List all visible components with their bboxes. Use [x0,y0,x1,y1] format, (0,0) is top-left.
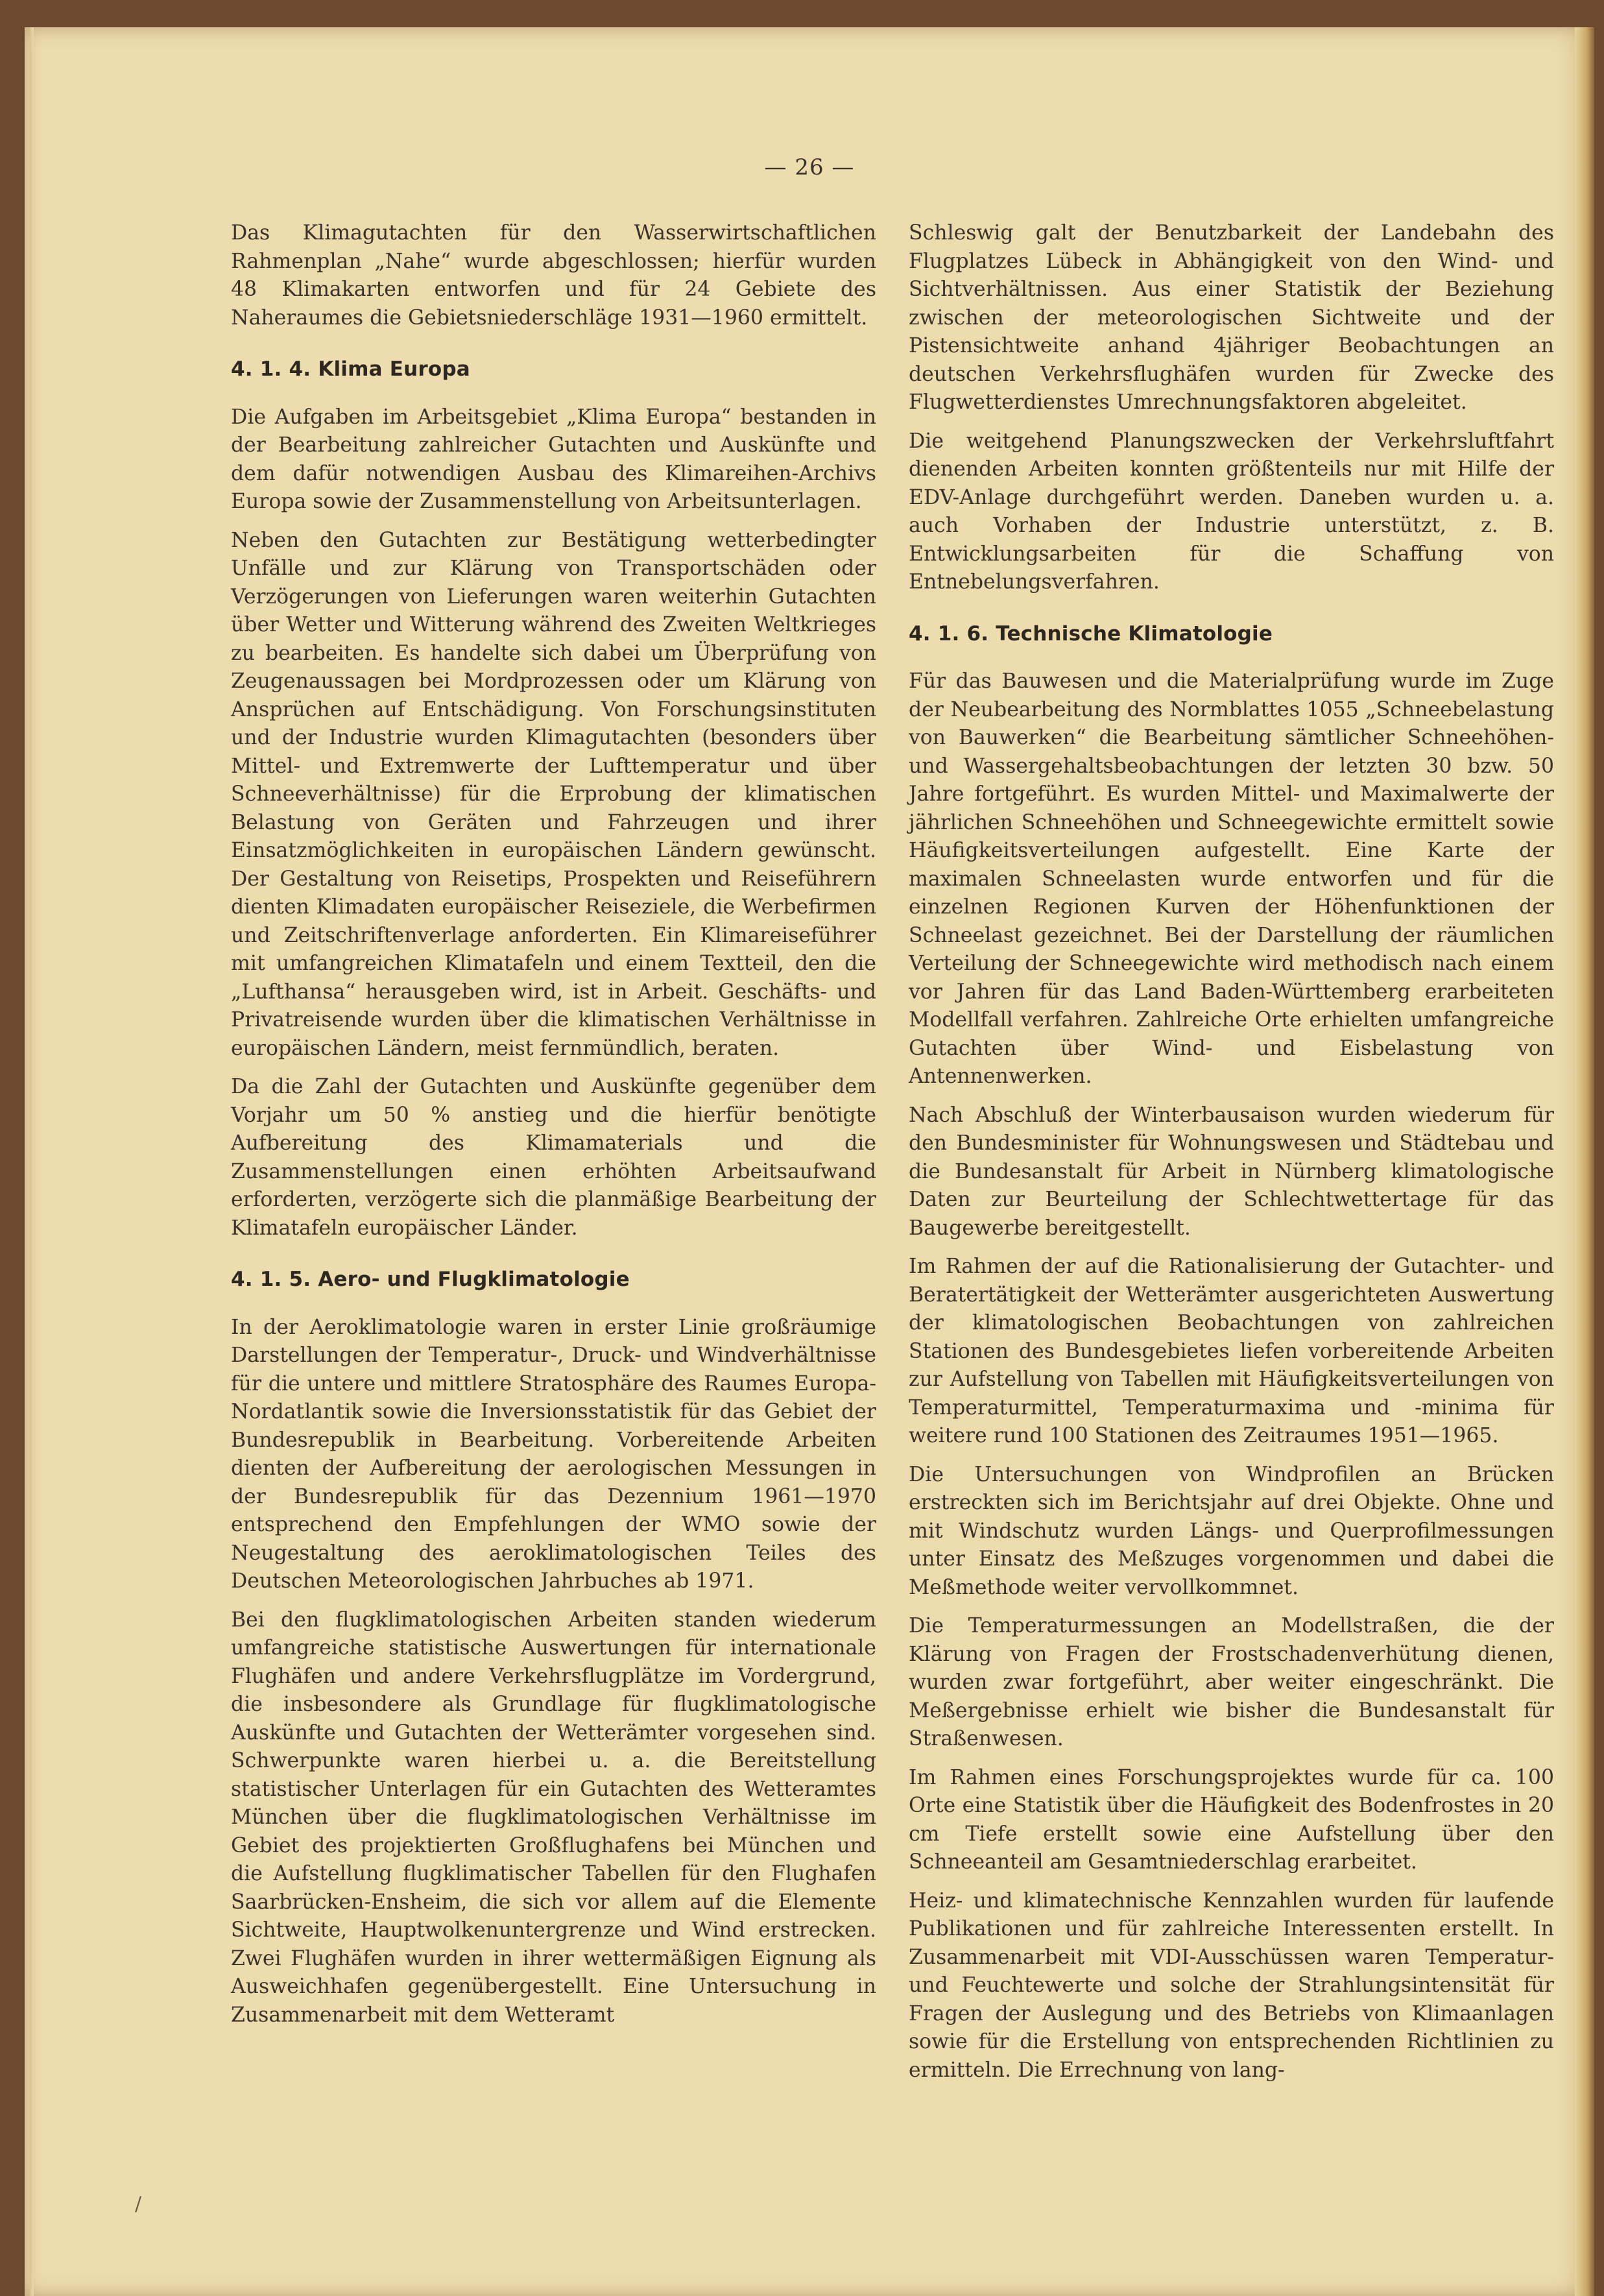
paragraph: Im Rahmen eines Forschungsprojektes wurde für ca. 100 Orte eine Statistik über die Häufigkeit des Bodenfrostes in 20 cm Tiefe erstellt sowie eine Aufstellung über den Schneeanteil am Gesamtniederschlag erarbeitet. [909,1765,1554,1874]
right-column [909,219,1554,2095]
paragraph: Die Temperaturmessungen an Modellstraßen, die der Klärung von Fragen der Frostschadenverhütung dienen, wurden zwar fortgeführt, aber weiter eingeschränkt. Die Meßergebnisse erhielt wie bisher die Bundesanstalt für Straßenwesen. [909,1614,1554,1750]
left-column [231,219,876,2040]
section-heading-4-1-4: 4. 1. 4. Klima Europa [231,357,470,381]
page-left-edge [30,27,34,2296]
paragraph: Da die Zahl der Gutachten und Auskünfte gegenüber dem Vorjahr um 50 % anstieg und die hierfür benötigte Aufbereitung des Klimamaterials und die Zusammenstellungen einen erhöhten Arbeitsaufwand erforderten, verzögerte sich die planmäßige Bearbeitung der Klimatafeln europäischer Länder. [231,1075,876,1240]
paragraph: Die Aufgaben im Arbeitsgebiet „Klima Europa“ bestanden in der Bearbeitung zahlreicher Gutachten und Auskünfte und dem dafür notwendigen Ausbau des Klimareihen-Archivs Europa sowie der Zusammenstellung von Arbeitsunterlagen. [231,405,876,513]
margin-mark: / [135,2193,142,2216]
section-heading-4-1-5: 4. 1. 5. Aero- und Flugklimatologie [231,1268,630,1291]
page-number: — 26 — [764,154,855,180]
paragraph: Die Untersuchungen von Windprofilen an Brücken erstreckten sich im Berichtsjahr auf drei Objekte. Ohne und mit Windschutz wurden Längs- und Querprofilmessungen unter Einsatz des Meßzuges vorgenommen und dabei die Meßmethode weiter vervollkommnet. [909,1462,1554,1599]
paragraph: Bei den flugklimatologischen Arbeiten standen wiederum umfangreiche statistische Auswertungen für internationale Flughäfen und andere Verkehrsflugplätze im Vordergrund, die insbesondere als Grundlage für flugklimatologische Auskünfte und Gutachten der Wetterämter vorgesehen sind. Schwerpunkte waren hierbei u. a. die Bereitstellung statistischer Unterlagen für ein Gutachten des Wetteramtes München über die flugklimatologischen Verhältnisse im Gebiet des projektierten Großflughafens bei München und die Aufstellung flugklimatischer Tabellen für den Flughafen Saarbrücken-Ensheim, die sich vor allem auf die Elemente Sichtweite, Hauptwolkenuntergrenze und Wind erstrecken. Zwei Flughäfen wurden in ihrer wettermäßigen Eignung als Ausweichhafen gegenübergestellt. Eine Untersuchung in Zusammenarbeit mit dem Wetteramt [231,1608,876,2027]
paragraph: Das Klimagutachten für den Wasserwirtschaftlichen Rahmenplan „Nahe“ wurde abgeschlossen; hierfür wurden 48 Klimakarten entworfen und für 24 Gebiete des Naheraumes die Gebietsniederschläge 1931—1960 ermittelt. [231,221,876,330]
paragraph: Für das Bauwesen und die Materialprüfung wurde im Zuge der Neubearbeitung des Normblattes 1055 „Schneebelastung von Bauwerken“ die Bearbeitung sämtlicher Schneehöhen- und Wassergehaltsbeobachtungen der letzten 30 bzw. 50 Jahre fortgeführt. Es wurden Mittel- und Maximalwerte der jährlichen Schneehöhen und Schneegewichte ermittelt sowie Häufigkeitsverteilungen aufgestellt. Eine Karte der maximalen Schneelasten wurde entworfen und für die einzelnen Regionen Kurven der Höhenfunktionen der Schneelast gezeichnet. Bei der Darstellung der räumlichen Verteilung der Schneegewichte wird methodisch nach einem vor Jahren für das Land Baden-Württemberg erarbeiteten Modellfall verfahren. Zahlreiche Orte erhielten umfangreiche Gutachten über Wind- und Eisbelastung von Antennenwerken. [909,670,1554,1088]
paragraph: Im Rahmen der auf die Rationalisierung der Gutachter- und Beratertätigkeit der Wetterämter ausgerichteten Auswertung der klimatologischen Beobachtungen von zahlreichen Stationen des Bundesgebietes liefen vorbereitende Arbeiten zur Aufstellung von Tabellen mit Häufigkeitsverteilungen von Temperaturmittel, Temperaturmaxima und -minima für weitere rund 100 Stationen des Zeitraumes 1951—1965. [909,1255,1554,1447]
paragraph: Neben den Gutachten zur Bestätigung wetterbedingter Unfälle und zur Klärung von Transportschäden oder Verzögerungen von Lieferungen waren weiterhin Gutachten über Wetter und Witterung während des Zweiten Weltkrieges zu bearbeiten. Es handelte sich dabei um Überprüfung von Zeugenaussagen bei Mordprozessen oder um Klärung von Ansprüchen auf Entschädigung. Von Forschungsinstituten und der Industrie wurden Klimagutachten (besonders über Mittel- und Extremwerte der Lufttemperatur und über Schneeverhältnisse) für die Erprobung der klimatischen Belastung von Geräten und Fahrzeugen und ihrer Einsatzmöglichkeiten in europäischen Ländern gewünscht. Der Gestaltung von Reisetips, Prospekten und Reiseführern dienten Klimadaten europäischer Reiseziele, die Werbefirmen und Zeitschriftenverlage anforderten. Ein Klimareiseführer mit umfangreichen Klimatafeln und einem Textteil, den die „Lufthansa“ herausgeben wird, ist in Arbeit. Geschäfts- und Privatreisende wurden über die klimatischen Verhältnisse in europäischen Ländern, meist fernmündlich, beraten. [231,528,876,1060]
paragraph: In der Aeroklimatologie waren in erster Linie großräumige Darstellungen der Temperatur-, Druck- und Windverhältnisse für die untere und mittlere Stratosphäre des Raumes Europa-Nordatlantik sowie die Inversionsstatistik für das Gebiet der Bundesrepublik in Bearbeitung. Vorbereitende Arbeiten dienten der Aufbereitung der aerologischen Messungen in der Bundesrepublik für das Dezennium 1961—1970 entsprechend den Empfehlungen der WMO sowie der Neugestaltung des aeroklimatologischen Teiles des Deutschen Meteorologischen Jahrbuches ab 1971. [231,1315,876,1593]
paragraph: Heiz- und klimatechnische Kennzahlen wurden für laufende Publikationen und für zahlreiche Interessenten erstellt. In Zusammenarbeit mit VDI-Ausschüssen waren Temperatur- und Feuchtewerte und solche der Strahlungsintensität für Fragen der Auslegung und des Betriebs von Klimaanlagen sowie für die Erstellung von entsprechenden Richtlinien zu ermitteln. Die Errechnung von lang- [909,1889,1554,2082]
paragraph: Die weitgehend Planungszwecken der Verkehrsluftfahrt dienenden Arbeiten konnten größtenteils nur mit Hilfe der EDV-Anlage durchgeführt werden. Daneben wurden u. a. auch Vorhaben der Industrie unterstützt, z. B. Entwicklungsarbeiten für die Schaffung von Entnebelungsverfahren. [909,429,1554,594]
paragraph: Nach Abschluß der Winterbausaison wurden wiederum für den Bundesminister für Wohnungswesen und Städtebau und die Bundesanstalt für Arbeit in Nürnberg klimatologische Daten zur Beurteilung der Schlechtwettertage für das Baugewerbe bereitgestellt. [909,1103,1554,1240]
page-right-edge [1575,27,1594,2296]
paragraph: Schleswig galt der Benutzbarkeit der Landebahn des Flugplatzes Lübeck in Abhängigkeit von den Wind- und Sichtverhältnissen. Aus einer Statistik der Beziehung zwischen der meteorologischen Sichtweite und der Pistensichtweite anhand 4jähriger Beobachtungen an deutschen Verkehrsflughäfen wurden für Zwecke des Flugwetterdienstes Umrechnungsfaktoren abgeleitet. [909,221,1554,414]
section-heading-4-1-6: 4. 1. 6. Technische Klimatologie [909,622,1273,646]
document-page [25,27,1594,2296]
